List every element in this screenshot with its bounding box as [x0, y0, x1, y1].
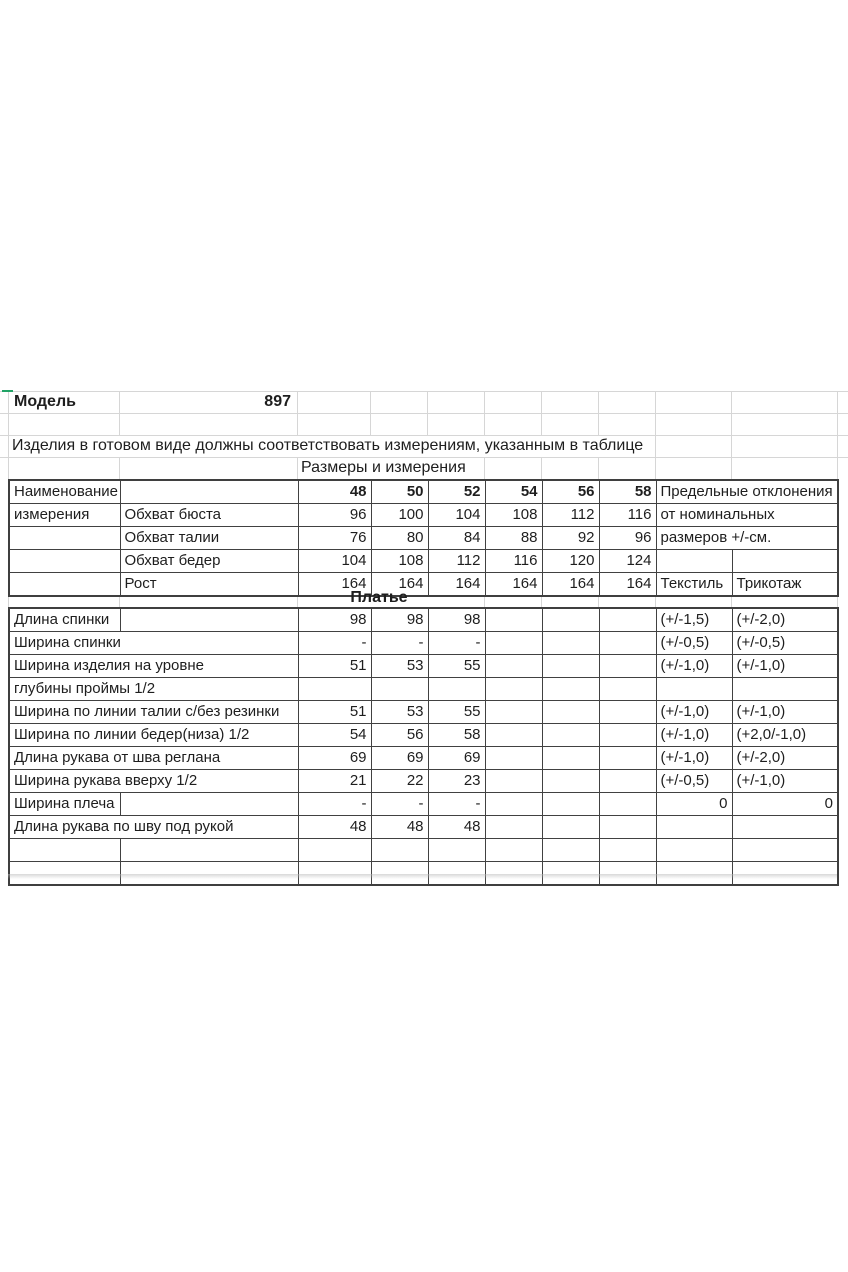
table-row: [9, 816, 838, 839]
value-cell: [599, 793, 656, 816]
row-label: Рост: [120, 573, 298, 597]
value-cell: 53: [371, 655, 428, 678]
value-cell: [542, 608, 599, 632]
row-label: Длина рукава по шву под рукой: [9, 816, 298, 839]
value-cell: [485, 655, 542, 678]
gridline: [598, 457, 599, 479]
model-number: 897: [264, 393, 291, 410]
value-cell: 98: [371, 608, 428, 632]
gridline: [484, 457, 485, 479]
value-cell: [599, 770, 656, 793]
row-label: Ширина изделия на уровне: [9, 655, 298, 678]
empty-cell: [9, 573, 120, 597]
table-row: [9, 550, 838, 573]
knit-cell: 0: [732, 793, 838, 816]
value-cell: [542, 793, 599, 816]
measurements-title: Размеры и измерения: [301, 459, 466, 476]
empty-cell: [732, 839, 838, 862]
empty-cell: [485, 839, 542, 862]
name-subheader-cell: измерения: [9, 504, 120, 527]
value-cell: 120: [542, 550, 599, 573]
gridline: [297, 391, 298, 435]
empty-cell: [599, 839, 656, 862]
value-cell: [542, 678, 599, 701]
value-cell: [485, 816, 542, 839]
value-cell: -: [298, 632, 371, 655]
value-cell: -: [298, 793, 371, 816]
empty-cell: [9, 527, 120, 550]
gridline: [119, 457, 120, 479]
value-cell: 51: [298, 701, 371, 724]
row-label: Ширина по линии талии с/без резинки: [9, 701, 298, 724]
gridline: [655, 391, 656, 479]
value-cell: 76: [298, 527, 371, 550]
gridline: [297, 457, 298, 479]
value-cell: [599, 632, 656, 655]
gridline: [427, 391, 428, 435]
size-header: 54: [485, 480, 542, 504]
deviation-note-cell: от номинальных: [656, 504, 838, 527]
knit-cell: Трикотаж: [732, 573, 838, 597]
table-row: [9, 770, 838, 793]
value-cell: 69: [371, 747, 428, 770]
value-cell: 92: [542, 527, 599, 550]
value-cell: 96: [298, 504, 371, 527]
table-row: [9, 678, 838, 701]
value-cell: -: [371, 632, 428, 655]
value-cell: 108: [485, 504, 542, 527]
value-cell: -: [428, 793, 485, 816]
value-cell: [485, 770, 542, 793]
row-label: Ширина рукава вверху 1/2: [9, 770, 298, 793]
value-cell: [542, 701, 599, 724]
textile-cell: [656, 550, 732, 573]
textile-cell: (+/-1,0): [656, 701, 732, 724]
value-cell: 48: [298, 816, 371, 839]
knit-cell: [732, 816, 838, 839]
row-label: Длина рукава от шва реглана: [9, 747, 298, 770]
table-row: [9, 793, 838, 816]
empty-cell: [298, 839, 371, 862]
table-row: [9, 747, 838, 770]
row-label: Длина спинки: [9, 608, 120, 632]
value-cell: -: [371, 793, 428, 816]
value-cell: [485, 724, 542, 747]
value-cell: 53: [371, 701, 428, 724]
value-cell: 22: [371, 770, 428, 793]
knit-cell: (+/-1,0): [732, 770, 838, 793]
row-label: Обхват талии: [120, 527, 298, 550]
name-header-cell: Наименование: [9, 480, 120, 504]
textile-cell: (+/-1,0): [656, 747, 732, 770]
knit-cell: [732, 550, 838, 573]
value-cell: [542, 816, 599, 839]
table-row: [9, 655, 838, 678]
value-cell: 58: [428, 724, 485, 747]
gridline: [837, 391, 838, 479]
value-cell: [599, 701, 656, 724]
knit-cell: (+/-2,0): [732, 608, 838, 632]
value-cell: 21: [298, 770, 371, 793]
value-cell: 80: [371, 527, 428, 550]
sizes-table: [8, 479, 839, 597]
value-cell: 98: [298, 608, 371, 632]
table-row: [9, 724, 838, 747]
row-label: Ширина спинки: [9, 632, 298, 655]
value-cell: 108: [371, 550, 428, 573]
value-cell: 104: [298, 550, 371, 573]
value-cell: 124: [599, 550, 656, 573]
gridline: [541, 391, 542, 435]
value-cell: 164: [371, 573, 428, 597]
value-cell: 104: [428, 504, 485, 527]
textile-cell: 0: [656, 793, 732, 816]
value-cell: [485, 747, 542, 770]
deviations-header-cell: Предельные отклонения: [656, 480, 838, 504]
value-cell: 56: [371, 724, 428, 747]
textile-cell: [656, 678, 732, 701]
textile-cell: (+/-0,5): [656, 770, 732, 793]
textile-cell: (+/-0,5): [656, 632, 732, 655]
knit-cell: (+/-0,5): [732, 632, 838, 655]
empty-cell: [542, 839, 599, 862]
value-cell: 69: [298, 747, 371, 770]
value-cell: 164: [542, 573, 599, 597]
value-cell: [599, 678, 656, 701]
value-cell: 55: [428, 655, 485, 678]
knit-cell: (+/-1,0): [732, 701, 838, 724]
value-cell: 96: [599, 527, 656, 550]
value-cell: 88: [485, 527, 542, 550]
value-cell: [428, 678, 485, 701]
empty-cell: [120, 480, 298, 504]
value-cell: 112: [428, 550, 485, 573]
value-cell: 51: [298, 655, 371, 678]
gridline: [370, 391, 371, 435]
value-cell: 164: [428, 573, 485, 597]
note-text: Изделия в готовом виде должны соответствовать измерениям, указанным в таблице: [12, 437, 644, 454]
value-cell: [599, 724, 656, 747]
textile-cell: (+/-1,0): [656, 724, 732, 747]
value-cell: 116: [485, 550, 542, 573]
empty-cell: [656, 839, 732, 862]
value-cell: 48: [371, 816, 428, 839]
section-title: Платье: [350, 589, 408, 606]
textile-cell: (+/-1,0): [656, 655, 732, 678]
value-cell: 164: [599, 573, 656, 597]
value-cell: 54: [298, 724, 371, 747]
value-cell: 116: [599, 504, 656, 527]
value-cell: [599, 747, 656, 770]
value-cell: 55: [428, 701, 485, 724]
empty-cell: [120, 839, 298, 862]
value-cell: 98: [428, 608, 485, 632]
value-cell: [542, 770, 599, 793]
table-row: [9, 504, 838, 527]
empty-cell: [428, 839, 485, 862]
value-cell: -: [428, 632, 485, 655]
value-cell: 164: [485, 573, 542, 597]
dress-table: [8, 607, 839, 886]
knit-cell: [732, 678, 838, 701]
value-cell: [371, 678, 428, 701]
value-cell: [298, 678, 371, 701]
row-label: глубины проймы 1/2: [9, 678, 298, 701]
value-cell: [485, 793, 542, 816]
deviation-note-cell: размеров +/-см.: [656, 527, 838, 550]
row-label: Обхват бюста: [120, 504, 298, 527]
table-row: [9, 839, 838, 862]
value-cell: 69: [428, 747, 485, 770]
size-header: 58: [599, 480, 656, 504]
empty-cell: [371, 839, 428, 862]
value-cell: 100: [371, 504, 428, 527]
table-row: [9, 480, 838, 504]
empty-cell: [9, 550, 120, 573]
knit-cell: (+2,0/-1,0): [732, 724, 838, 747]
table-row: [9, 632, 838, 655]
table-row: [9, 701, 838, 724]
value-cell: [542, 632, 599, 655]
row-label: Обхват бедер: [120, 550, 298, 573]
table-row: [9, 527, 838, 550]
value-cell: [485, 701, 542, 724]
size-header: 50: [371, 480, 428, 504]
textile-cell: Текстиль: [656, 573, 732, 597]
value-cell: [485, 632, 542, 655]
value-cell: [485, 678, 542, 701]
textile-cell: (+/-1,5): [656, 608, 732, 632]
spreadsheet-corner-mark: [2, 390, 13, 395]
gridline: [731, 391, 732, 479]
value-cell: 112: [542, 504, 599, 527]
size-header: 56: [542, 480, 599, 504]
value-cell: [599, 655, 656, 678]
empty-cell: [120, 793, 298, 816]
table-shadow: [8, 874, 837, 879]
value-cell: [599, 608, 656, 632]
gridline: [598, 391, 599, 435]
row-label: Ширина плеча: [9, 793, 120, 816]
knit-cell: (+/-1,0): [732, 655, 838, 678]
knit-cell: (+/-2,0): [732, 747, 838, 770]
gridline: [0, 413, 848, 414]
value-cell: [542, 724, 599, 747]
value-cell: 23: [428, 770, 485, 793]
gridline: [8, 391, 9, 479]
row-label: Ширина по линии бедер(низа) 1/2: [9, 724, 298, 747]
value-cell: 84: [428, 527, 485, 550]
value-cell: [485, 608, 542, 632]
value-cell: 48: [428, 816, 485, 839]
value-cell: [599, 816, 656, 839]
size-header: 48: [298, 480, 371, 504]
gridline: [484, 391, 485, 435]
table-row: [9, 608, 838, 632]
size-header: 52: [428, 480, 485, 504]
model-label: Модель: [14, 393, 76, 410]
empty-cell: [120, 608, 298, 632]
value-cell: [542, 655, 599, 678]
value-cell: 164: [298, 573, 371, 597]
empty-cell: [9, 839, 120, 862]
value-cell: [542, 747, 599, 770]
textile-cell: [656, 816, 732, 839]
gridline: [541, 457, 542, 479]
